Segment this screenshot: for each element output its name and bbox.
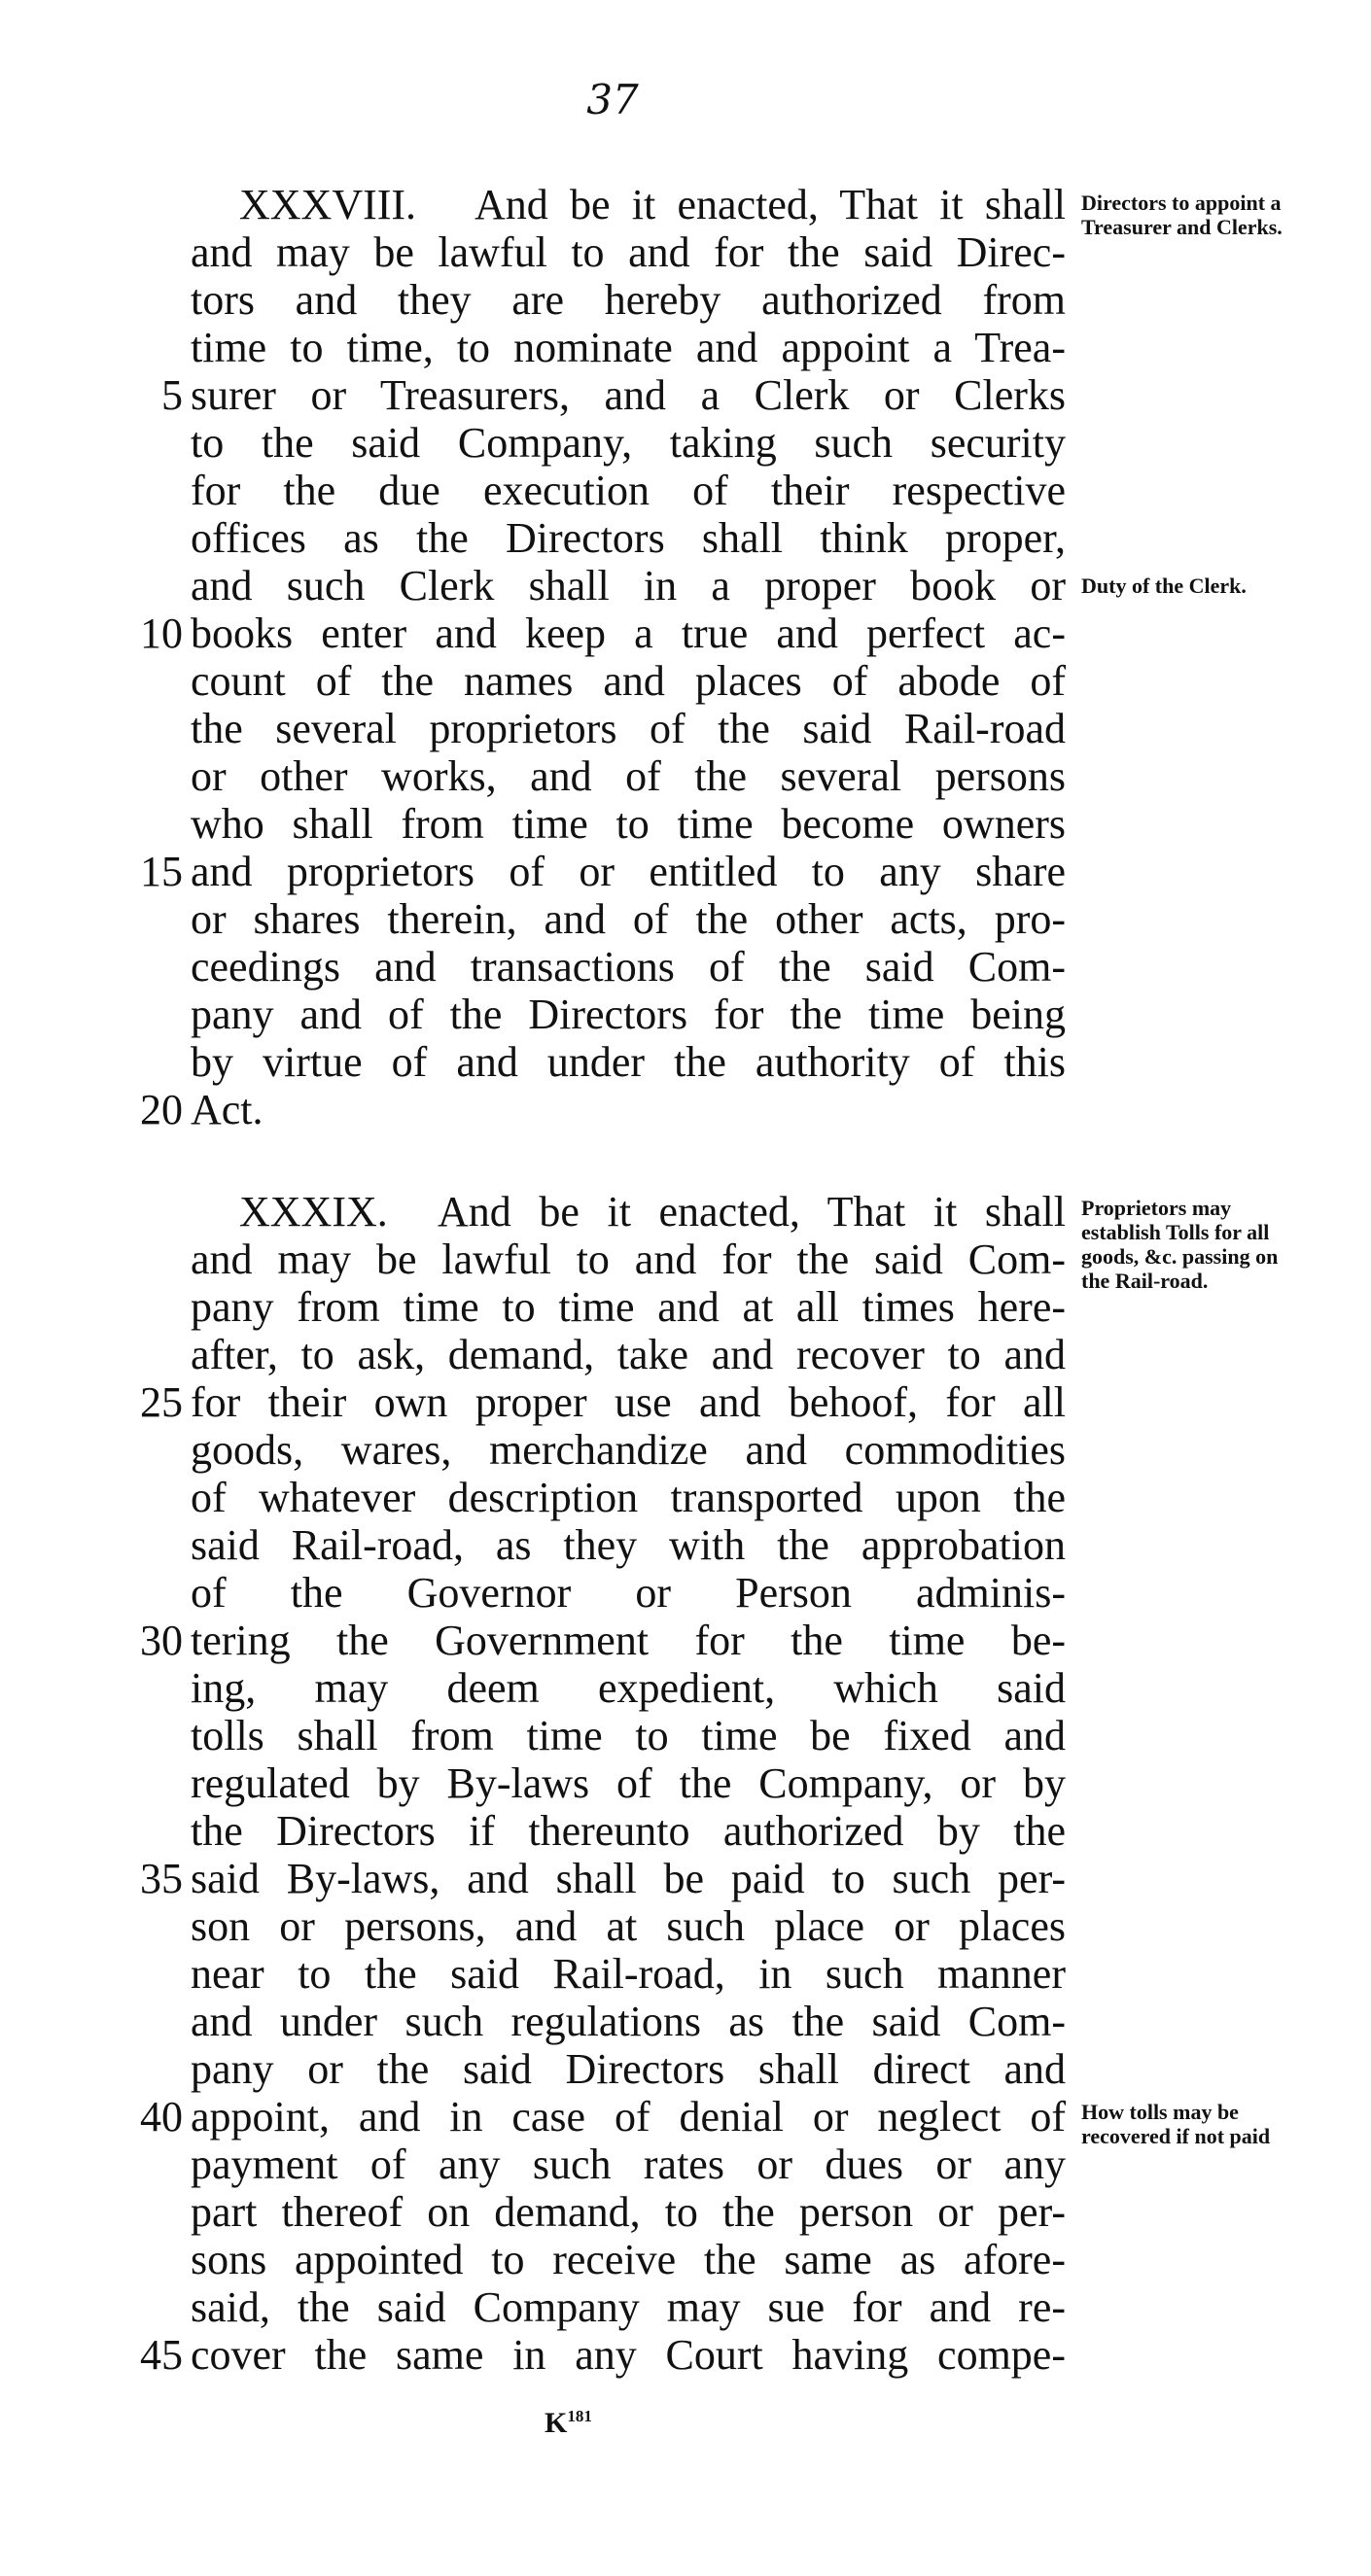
text-line: or other works, and of the several persons bbox=[191, 752, 1066, 800]
text-line: and may be lawful to and for the said Com- bbox=[191, 1236, 1066, 1283]
text-line: pany and of the Directors for the time being bbox=[191, 991, 1066, 1038]
text-line: regulated by By-laws of the Company, or by bbox=[191, 1759, 1066, 1807]
text-line: by virtue of and under the authority of this bbox=[191, 1038, 1066, 1086]
section-heading: XXXVIII. bbox=[239, 181, 417, 228]
text-line: pany or the said Directors shall direct and bbox=[191, 2045, 1066, 2093]
line-number: 10 bbox=[140, 609, 183, 657]
text-line: to the said Company, taking such security bbox=[191, 419, 1066, 467]
text-line: who shall from time to time become owners bbox=[191, 800, 1066, 848]
line-number: 5 bbox=[161, 371, 183, 419]
text-line: and such Clerk shall in a proper book or bbox=[191, 562, 1066, 609]
text-line: and under such regulations as the said Com- bbox=[191, 1998, 1066, 2045]
margin-note-directors: Directors to appoint a Treasurer and Clerks. bbox=[1081, 191, 1283, 239]
text-line: count of the names and places of abode of bbox=[191, 657, 1066, 705]
text-line: surer or Treasurers, and a Clerk or Clerks bbox=[191, 371, 1066, 419]
line-number: 30 bbox=[140, 1617, 183, 1664]
line-number: 35 bbox=[140, 1855, 183, 1902]
page-number: 37 bbox=[586, 76, 639, 123]
margin-note-tolls: Proprietors may establish Tolls for all goods, &c. passing on the Rail-road. bbox=[1081, 1196, 1279, 1293]
signature-number: 181 bbox=[567, 2407, 592, 2425]
line-number: 25 bbox=[140, 1378, 183, 1426]
margin-note-clerk-duty: Duty of the Clerk. bbox=[1081, 574, 1247, 598]
text-line: And be it enacted, That it shall bbox=[475, 181, 1066, 228]
text-line: son or persons, and at such place or places bbox=[191, 1902, 1066, 1950]
text-line: ing, may deem expedient, which said bbox=[191, 1664, 1066, 1712]
text-line: said Rail-road, as they with the approbation bbox=[191, 1521, 1066, 1569]
text-line: near to the said Rail-road, in such manner bbox=[191, 1950, 1066, 1998]
signature-letter: K bbox=[545, 2407, 568, 2439]
line-number: 15 bbox=[140, 848, 183, 895]
line-number: 40 bbox=[140, 2093, 183, 2141]
text-line: said By-laws, and shall be paid to such per- bbox=[191, 1855, 1066, 1902]
text-line: of whatever description transported upon the bbox=[191, 1474, 1066, 1521]
text-line: tors and they are hereby authorized from bbox=[191, 276, 1066, 324]
text-line: pany from time to time and at all times here- bbox=[191, 1283, 1066, 1331]
text-line: sons appointed to receive the same as afore- bbox=[191, 2236, 1066, 2283]
line-number: 45 bbox=[140, 2331, 183, 2379]
text-line: the several proprietors of the said Rail-road bbox=[191, 705, 1066, 752]
text-line: appoint, and in case of denial or neglect of bbox=[191, 2093, 1066, 2141]
text-line: of the Governor or Person adminis- bbox=[191, 1569, 1066, 1617]
text-line: tolls shall from time to time be fixed and bbox=[191, 1712, 1066, 1759]
text-line: ceedings and transactions of the said Com- bbox=[191, 943, 1066, 991]
text-line: part thereof on demand, to the person or per- bbox=[191, 2188, 1066, 2236]
text-line: for their own proper use and behoof, for all bbox=[191, 1378, 1066, 1426]
text-line: for the due execution of their respective bbox=[191, 467, 1066, 514]
line-number: 20 bbox=[140, 1086, 183, 1133]
margin-note-recovery: How tolls may be recovered if not paid bbox=[1081, 2100, 1271, 2148]
text-line: payment of any such rates or dues or any bbox=[191, 2141, 1066, 2188]
text-line: cover the same in any Court having compe- bbox=[191, 2331, 1066, 2379]
text-line: or shares therein, and of the other acts, pro- bbox=[191, 895, 1066, 943]
text-line: And be it enacted, That it shall bbox=[438, 1188, 1066, 1236]
text-line: and may be lawful to and for the said Direc- bbox=[191, 228, 1066, 276]
text-line: time to time, to nominate and appoint a Trea- bbox=[191, 324, 1066, 371]
text-line: books enter and keep a true and perfect ac- bbox=[191, 609, 1066, 657]
text-line: tering the Government for the time be- bbox=[191, 1617, 1066, 1664]
text-line: offices as the Directors shall think proper, bbox=[191, 514, 1066, 562]
printer-signature bbox=[545, 2407, 592, 2440]
text-line: after, to ask, demand, take and recover to and bbox=[191, 1331, 1066, 1378]
text-line: Act. bbox=[191, 1086, 264, 1133]
section-heading: XXXIX. bbox=[239, 1188, 388, 1236]
text-line: said, the said Company may sue for and re- bbox=[191, 2283, 1066, 2331]
text-line: and proprietors of or entitled to any share bbox=[191, 848, 1066, 895]
text-line: goods, wares, merchandize and commodities bbox=[191, 1426, 1066, 1474]
text-line: the Directors if thereunto authorized by the bbox=[191, 1807, 1066, 1855]
